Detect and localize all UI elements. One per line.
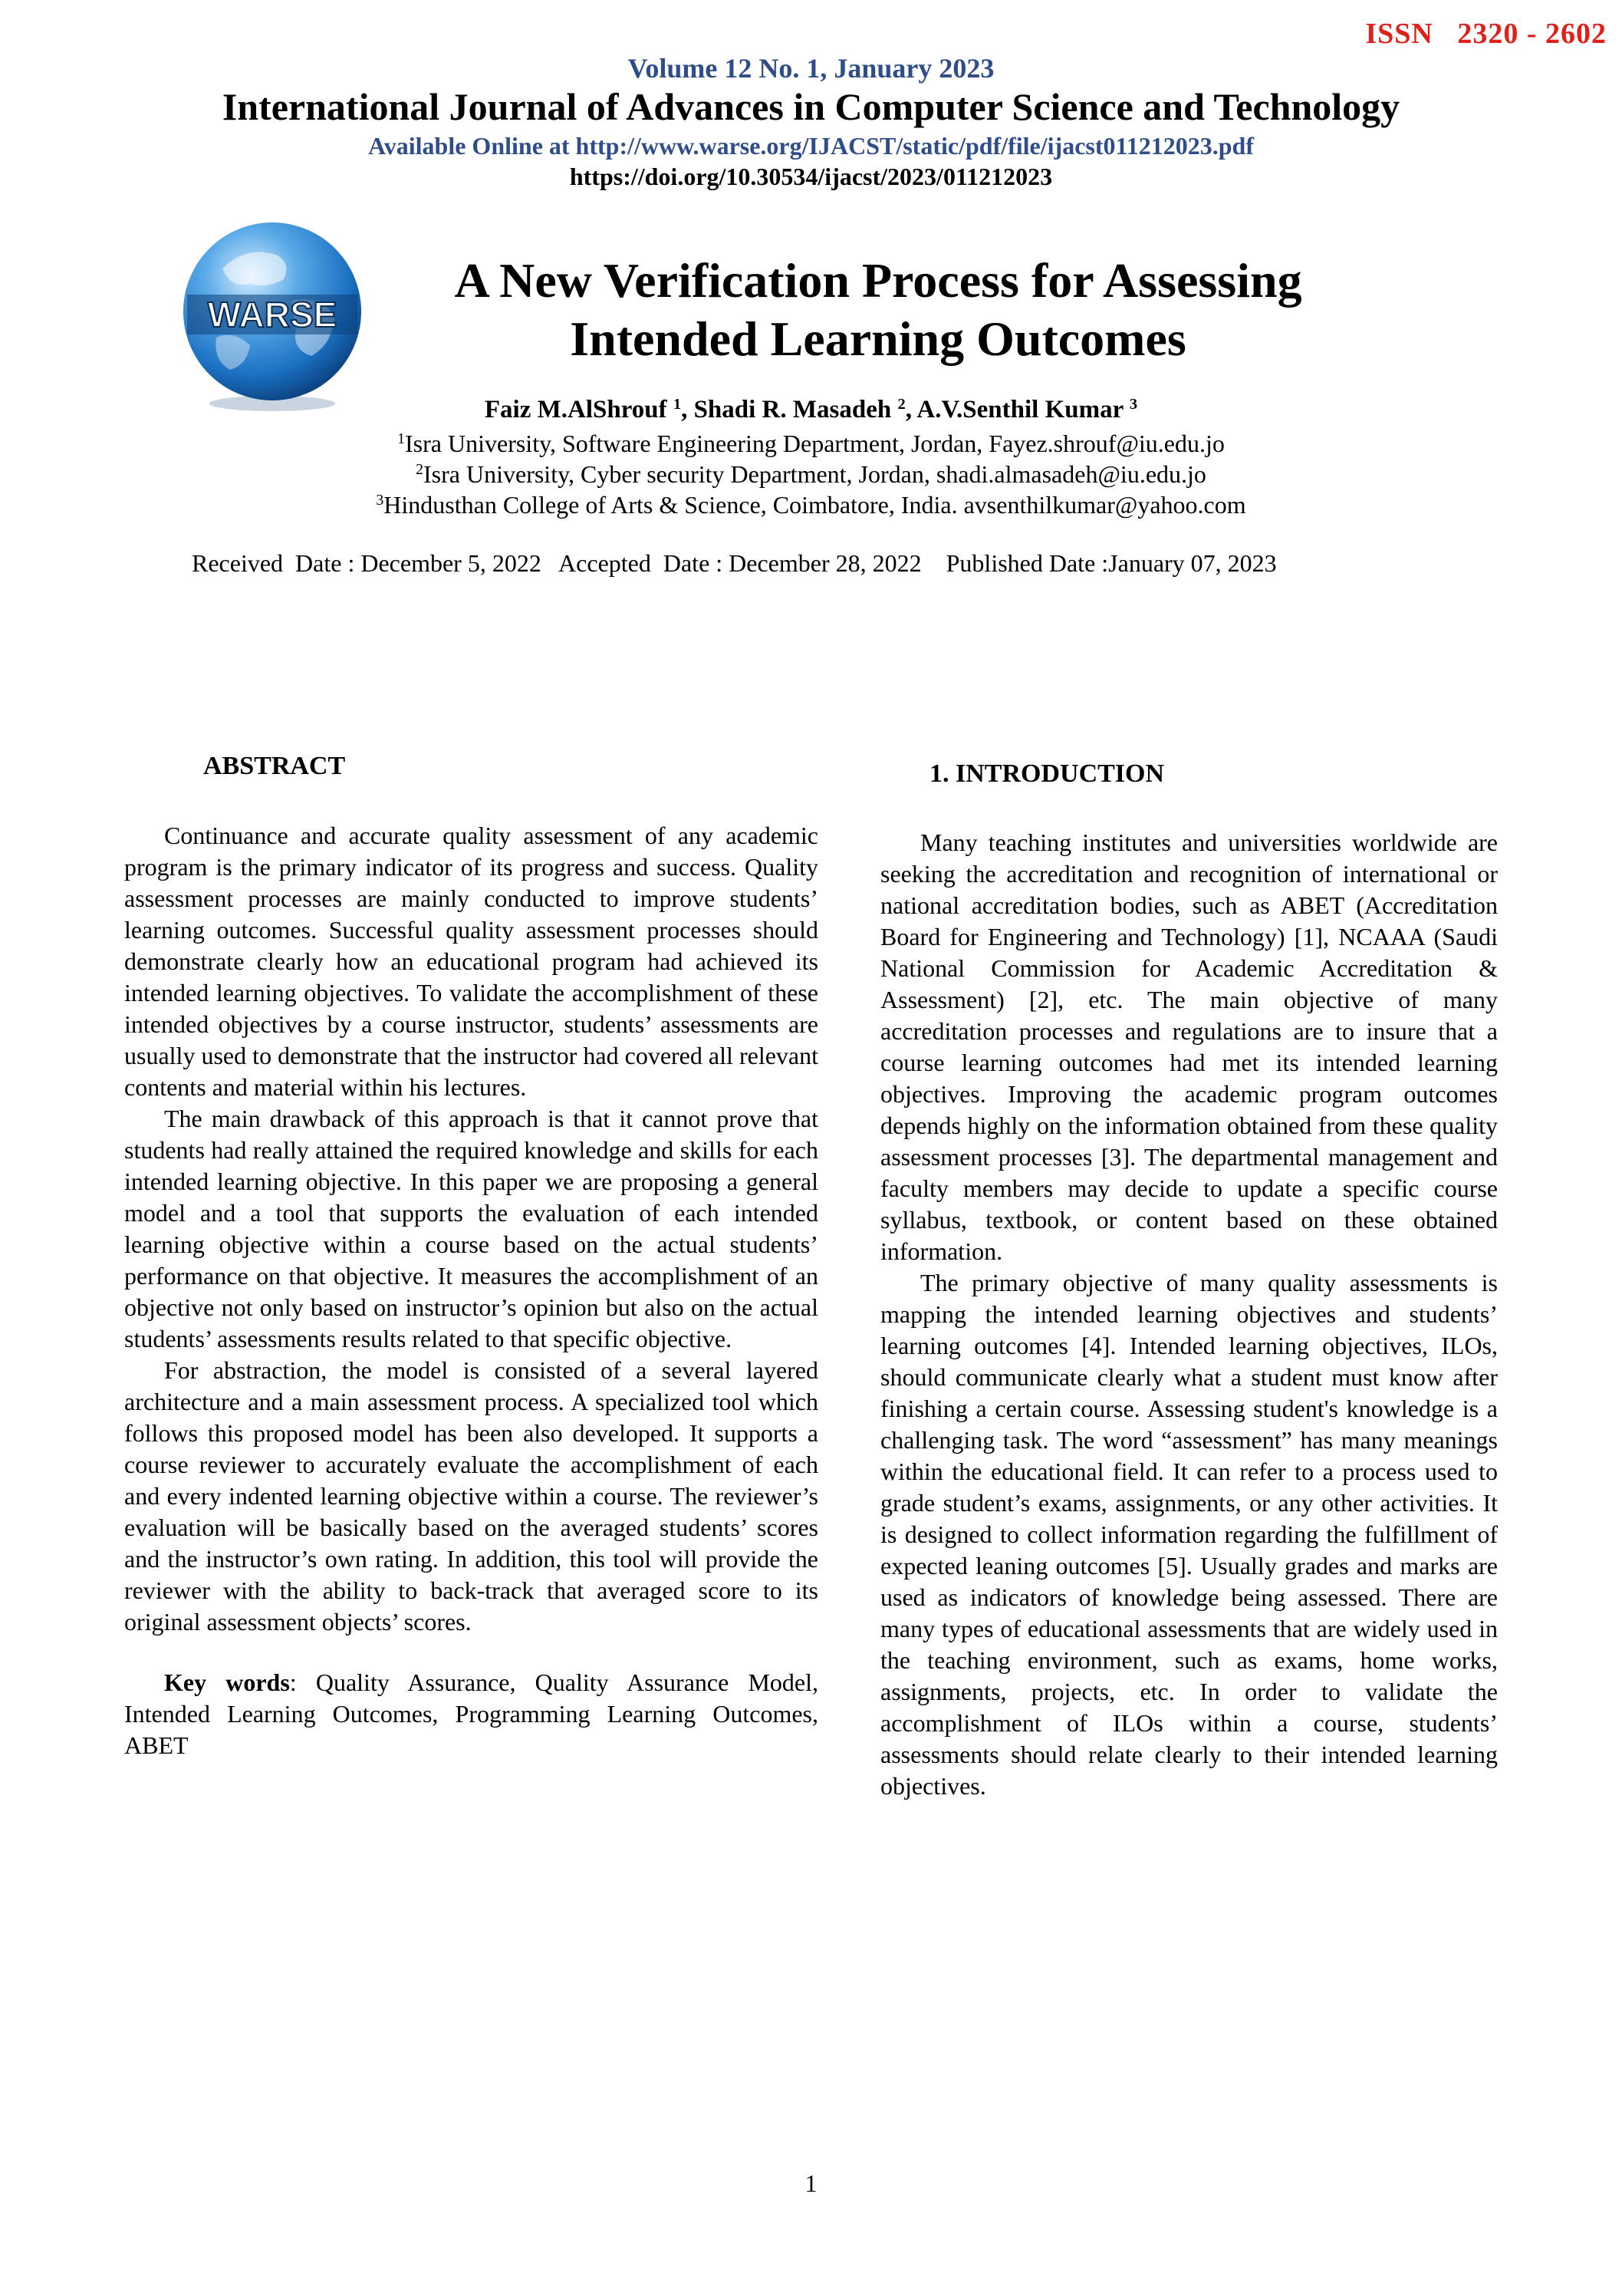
journal-volume: Volume 12 No. 1, January 2023 <box>627 53 995 84</box>
available-online-link[interactable]: Available Online at http://www.warse.org/IJACST/static/pdf/file/ijacst011212023.pdf <box>368 132 1254 160</box>
title-line-2: Intended Learning Outcomes <box>570 311 1186 366</box>
introduction-paragraph: Many teaching institutes and universities worldwide are seeking the accreditation and recognition of international or national accreditation bodies, such as ABET (Accreditation Board for Engineering and Technology) [1], NCAAA (Saudi National Commission for Academic Accreditation & Assessment) [2], etc. The main objective of many accreditation processes and regulations are to insure that a course learning outcomes had met its intended learning objectives. Improving the academic program outcomes depends highly on the information obtained from these quality assessment processes [3]. The departmental management and faculty members may decide to update a specific course syllabus, textbook, or content based on these obtained information. <box>880 828 1498 1265</box>
author-name: A.V.Senthil Kumar <box>916 396 1130 423</box>
author-list: Faiz M.AlShrouf $^1$, Shadi R. Masadeh $^2$, A.V.Senthil Kumar $^3$ <box>484 395 1138 423</box>
issn: ISSN 2320 - 2602 <box>1365 18 1607 50</box>
journal-name: International Journal of Advances in Computer Science and Technology <box>222 85 1400 128</box>
doi-link[interactable]: https://doi.org/10.30534/ijacst/2023/011212023 <box>569 163 1053 190</box>
introduction-column <box>880 827 1498 1802</box>
publication-dates: Received Date : December 5, 2022 Accepted Date : December 28, 2022 Published Date :January 07, 2023 <box>192 549 1277 577</box>
author-affiliation-mark: 2 <box>897 395 906 413</box>
introduction-paragraph: The primary objective of many quality assessments is mapping the intended learning objectives and students’ learning outcomes [4]. Intended learning objectives, ILOs, should communicate clearly what a student must know after finishing a certain course. Assessing student's knowledge is a challenging task. The word “assessment” has many meanings within the educational field. It can refer to a process used to grade student’s exams, assignments, or any other activities. It is designed to collect information regarding the fulfillment of expected leaning outcomes [5]. Usually grades and marks are used as indicators of knowledge being assessed. There are many types of educational assessments that are widely used in the teaching environment, such as exams, home works, assignments, projects, etc. In order to validate the accomplishment of ILOs within a course, students’ assessments should relate clearly to their intended learning objectives. <box>880 1269 1498 1800</box>
title-line-1: A New Verification Process for Assessing <box>454 253 1302 308</box>
keywords-label: Key words <box>164 1668 290 1696</box>
abstract-paragraph: The main drawback of this approach is that it cannot prove that students had really attained the required knowledge and skills for each intended learning objective. In this paper we are proposing a general model and a tool that supports the evaluation of each intended learning objective within a course based on the actual students’ performance on that objective. It measures the accomplishment of an objective not only based on instructor’s opinion but also on the actual students’ assessments results related to that specific objective. <box>124 1105 818 1352</box>
abstract-paragraph: Continuance and accurate quality assessment of any academic program is the primary indicator of its progress and success. Quality assessment processes are mainly conducted to improve students’ learning outcomes. Successful quality assessment processes should demonstrate clearly how an educational program had achieved its intended learning objectives. To validate the accomplishment of these intended objectives by a course instructor, students’ assessments are usually used to demonstrate that the instructor had covered all relevant contents and material within his lectures. <box>124 822 818 1101</box>
author-name: Faiz M.AlShrouf <box>484 396 673 423</box>
abstract-heading: ABSTRACT <box>203 752 346 780</box>
warse-globe-logo <box>176 215 368 414</box>
author-name: Shadi R. Masadeh <box>693 396 898 423</box>
introduction-heading: 1. INTRODUCTION <box>929 759 1165 788</box>
author-affiliation-mark: 1 <box>673 395 682 413</box>
affiliation: $^2$Isra University, Cyber security Department, Jordan, shadi.almasadeh@iu.edu.jo <box>416 460 1206 488</box>
affiliation: $^3$Hindusthan College of Arts & Science, Coimbatore, India. avsenthilkumar@yahoo.com <box>376 491 1246 519</box>
abstract-column <box>124 820 818 1761</box>
page-number: 1 <box>804 2169 818 2197</box>
logo-text: WARSE <box>207 295 337 334</box>
paper-title <box>353 252 1403 368</box>
author-affiliation-mark: 3 <box>1129 395 1138 413</box>
keywords-text: : Quality Assurance, Quality Assurance Model, Intended Learning Outcomes, Programming Learning Outcomes, ABET <box>124 1668 819 1759</box>
keywords <box>124 1667 818 1761</box>
abstract-paragraph: For abstraction, the model is consisted of a several layered architecture and a main assessment process. A specialized tool which follows this proposed model has been also developed. It supports a course reviewer to accurately evaluate the accomplishment of each and every indented learning objective within a course. The reviewer’s evaluation will be basically based on the averaged students’ scores and the instructor’s own rating. In addition, this tool will provide the reviewer with the ability to back-track that averaged score to its original assessment objects’ scores. <box>124 1356 818 1636</box>
affiliation: $^1$Isra University, Software Engineering Department, Jordan, Fayez.shrouf@iu.edu.jo <box>397 430 1225 457</box>
